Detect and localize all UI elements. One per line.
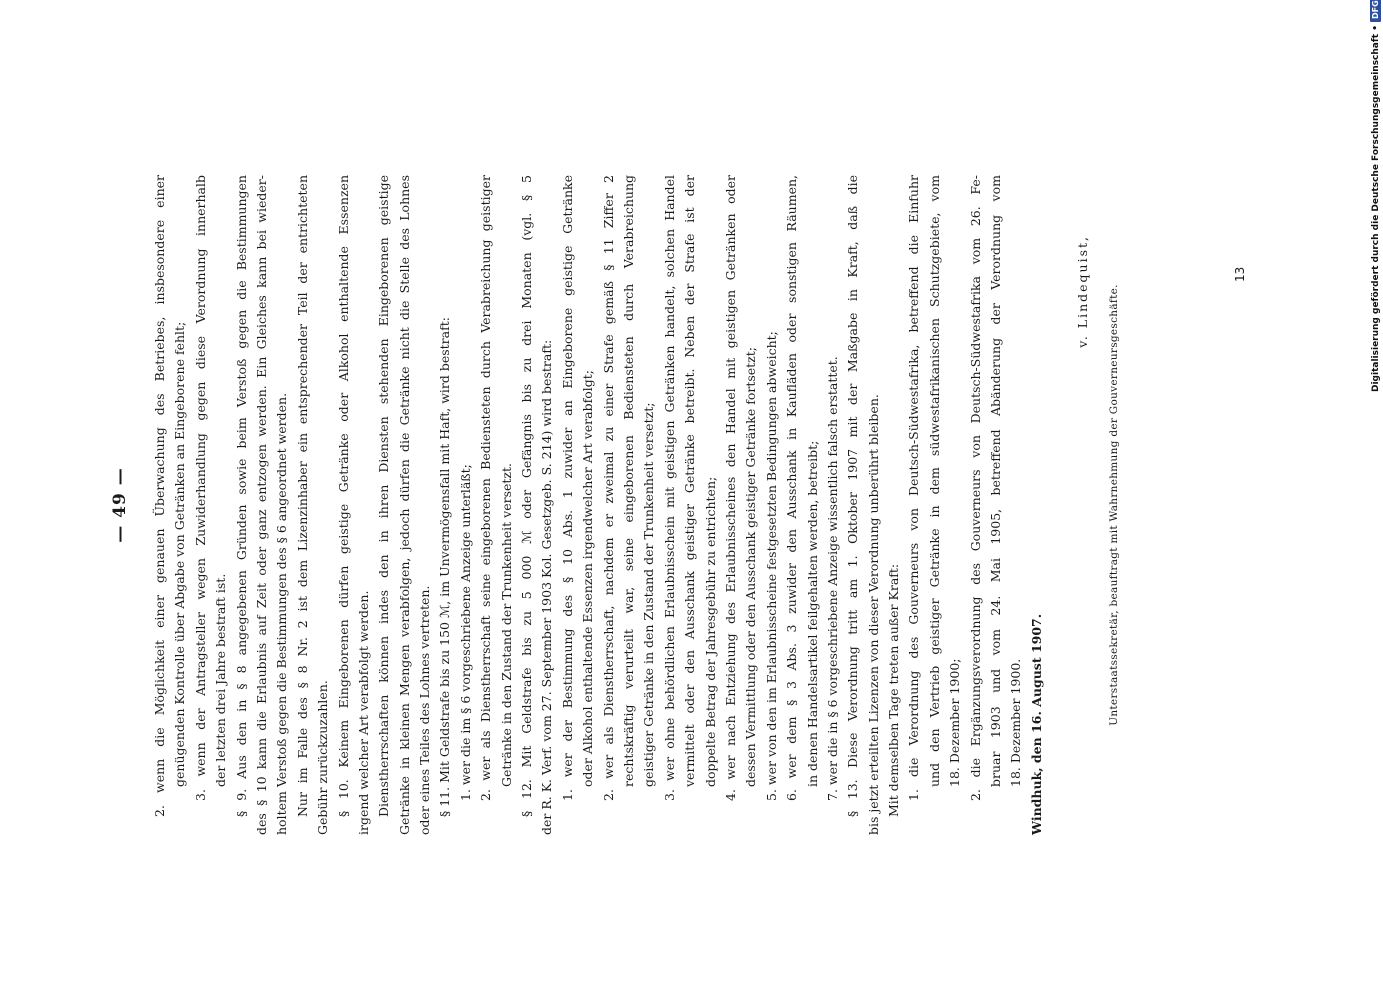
text-line: der letzten drei Jahre bestraft ist. (213, 573, 229, 787)
text-line: 6. wer dem § 3 Abs. 3 zuwider den Ausschank in Kaufläden oder sonstigen Räumen, (784, 175, 800, 801)
text-line: irgend welcher Art verabfolgt werden. (355, 590, 371, 835)
text-line: geistiger Getränke in den Zustand der Trunkenheit versetzt; (641, 402, 657, 787)
text-line: oder eines Teiles des Lohnes vertreten. (417, 585, 433, 835)
place-date: Windhuk, den 16. August 1907. (1028, 613, 1044, 835)
text-line: 1. die Verordnung des Gouverneurs von Deutsch-Südwestafrika, betreffend die Einfuhr (906, 175, 922, 801)
text-line: § 11. Mit Geldstrafe bis zu 150 ℳ, im Unvermögensfall mit Haft, wird bestraft: (437, 317, 453, 817)
dfg-logo: DFG (1370, 0, 1381, 22)
text-line: 1. wer die im § 6 vorgeschriebene Anzeige unterläßt; (457, 464, 473, 801)
text-line: 4. wer nach Entziehung des Erlaubnisscheines den Handel mit geistigen Getränken oder (722, 175, 738, 801)
text-lines (150, 175, 1027, 835)
text-line: Mit demselben Tage treten außer Kraft: (886, 563, 902, 817)
text-line: Gebühr zurückzuzahlen. (315, 680, 331, 835)
text-line: 3. wer ohne behördlichen Erlaubnisschein mit geistigen Getränken handelt, solchen Handel (661, 175, 677, 801)
text-line: § 10. Keinem Eingeborenen dürfen geistige Getränke oder Alkohol enthaltende Essenzen (335, 175, 351, 817)
text-line: Dienstherrschaften können indes den in ihren Diensten stehenden Eingeborenen geistige (376, 175, 392, 817)
sheet-number: 13 (1233, 266, 1247, 282)
text-line: und den Vertrieb geistiger Getränke in dem südwestafrikanischen Schutzgebiete, vom (926, 175, 942, 787)
text-line: vermittelt oder den Ausschank geistiger Getränke betreibt. Neben der Strafe ist der (682, 175, 698, 787)
text-line: rechtskräftig verurteilt war, seine eingeborenen Bediensteten durch Verabreichung (620, 175, 636, 787)
text-line: § 12. Mit Geldstrafe bis zu 5 000 ℳ oder Gefängnis bis zu drei Monaten (vgl. § 5 (519, 175, 535, 817)
text-line: 18. Dezember 1900; (947, 658, 963, 787)
text-line: dessen Vermittlung oder den Ausschank geistiger Getränke fortsetzt; (743, 347, 759, 787)
text-line: bis jetzt erteilten Lizenzen von dieser Verordnung unberührt bleiben. (865, 394, 881, 835)
text-line: 2. wer als Dienstherrschaft seine eingeborenen Bediensteten durch Verabreichung geistiger (478, 175, 494, 801)
credit-text: Digitalisierung gefördert durch die Deutsche Forschungsgemeinschaft • (1370, 25, 1381, 392)
text-line: 2. wenn die Möglichkeit einer genauen Überwachung des Betriebes, insbesondere einer (152, 175, 167, 817)
text-line: § 9. Aus den in § 8 angegebenen Gründen sowie beim Verstoß gegen die Bestimmungen (233, 175, 249, 817)
text-line: 5. wer von den im Erlaubnisscheine festgesetzten Bedingungen abweicht; (763, 331, 779, 801)
text-line: 3. wenn der Antragsteller wegen Zuwiderhandlung gegen diese Verordnung innerhalb (192, 175, 208, 801)
text-line: des § 10 kann die Erlaubnis auf Zeit oder ganz entzogen werden. Ein Gleiches kann bei wieder- (253, 175, 269, 835)
text-line: der R. K. Verf. vom 27. September 1903 Kol. Gesetzgeb. S. 214) wird bestraft: (539, 339, 555, 835)
text-line: oder Alkohol enthaltende Essenzen irgendwelcher Art verabfolgt; (580, 370, 596, 787)
text-line: § 13. Diese Verordnung tritt am 1. Oktober 1907 mit der Maßgabe in Kraft, daß die (845, 175, 861, 817)
page-number: — 49 — (110, 467, 130, 543)
text-line: holtem Verstoß gegen die Bestimmungen des § 6 angeordnet werden. (274, 392, 290, 835)
text-line: Getränke in kleinen Mengen verabfolgen, jedoch dürfen die Getränke nicht die Stelle des Lohnes (396, 175, 412, 835)
text-line: 7. wer die in § 6 vorgeschriebene Anzeige wissentlich falsch erstattet. (824, 356, 840, 801)
signature-name: v. Lindequist, (1075, 235, 1091, 348)
signature-role: Unterstaatssekretär, beauftragt mit Wahrnehmung der Gouverneursgeschäfte. (1107, 284, 1120, 726)
text-line: doppelte Betrag der Jahresgebühr zu entrichten; (702, 476, 718, 787)
text-line: 2. wer als Dienstherrschaft, nachdem er zweimal zu einer Strafe gemäß § 11 Ziffer 2 (600, 175, 616, 801)
text-line: 2. die Ergänzungsverordnung des Gouverneurs von Deutsch-Südwestafrika vom 26. Fe- (967, 175, 983, 801)
text-line: in denen Handelsartikel feilgehalten werden, betreibt; (804, 440, 820, 787)
text-line: bruar 1903 und vom 24. Mai 1905, betreffend Abänderung der Verordnung vom (988, 175, 1004, 787)
dfg-credit (1370, 0, 1381, 392)
text-line: 18. Dezember 1900. (1008, 658, 1024, 787)
text-line: Nur im Falle des § 8 Nr. 2 ist dem Lizenzinhaber ein entsprechender Teil der entrichteten (294, 175, 310, 817)
text-line: genügenden Kontrolle über Abgabe von Getränken an Eingeborene fehlt; (172, 321, 188, 787)
document-page (108, 175, 1120, 835)
document-body (150, 175, 1124, 835)
text-line: 1. wer der Bestimmung des § 10 Abs. 1 zuwider an Eingeborene geistige Getränke (559, 175, 575, 801)
text-line: Getränke in den Zustand der Trunkenheit versetzt. (498, 462, 514, 787)
